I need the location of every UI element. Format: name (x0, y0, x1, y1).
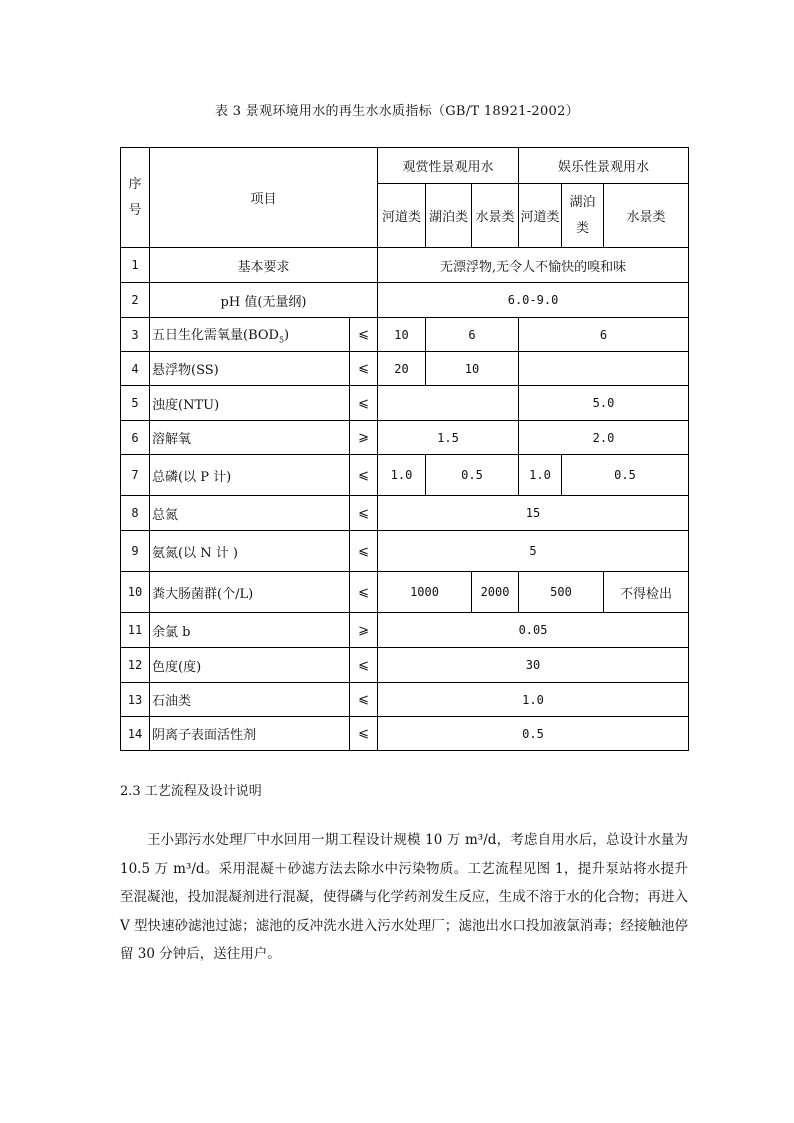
row-value: 2000 (472, 572, 519, 613)
row-item: pH 值(无量纲) (150, 283, 378, 318)
row-value: 0.5 (562, 455, 689, 496)
row-value: 500 (519, 572, 604, 613)
row-no: 9 (121, 531, 150, 572)
row-value: 不得检出 (604, 572, 689, 613)
sub-lake-a: 湖泊类 (426, 184, 472, 248)
row-comparator: ⩽ (350, 352, 378, 386)
table-row (121, 248, 689, 283)
row-value: 0.05 (378, 613, 689, 648)
table-row (121, 283, 689, 318)
row-item: 浊度(NTU) (150, 386, 350, 421)
sub-fountain-a: 水景类 (472, 184, 519, 248)
row-comparator: ⩽ (350, 386, 378, 421)
table-row (121, 352, 689, 386)
row-value: 20 (378, 352, 426, 386)
row-item: 阴离子表面活性剂 (150, 717, 350, 751)
header-seq: 序号 (121, 148, 150, 248)
row-value-empty (519, 352, 689, 386)
table-row (121, 531, 689, 572)
row-no: 12 (121, 648, 150, 683)
water-quality-table (120, 147, 689, 751)
row-no: 7 (121, 455, 150, 496)
row-no: 4 (121, 352, 150, 386)
row-comparator: ⩾ (350, 421, 378, 455)
row-value: 5.0 (519, 386, 689, 421)
paragraph: 王小郢污水处理厂中水回用一期工程设计规模 10 万 m³/d，考虑自用水后，总设计水量为 10.5 万 m³/d。采用混凝＋砂滤方法去除水中污染物质。工艺流程见图 1，提升泵站将水提升至混凝池，投加混凝剂进行混凝，使得磷与化学药剂发生反应，生成不溶于水的化合物；再进入 V 型快速砂滤池过滤；滤池的反冲洗水进入污水处理厂；滤池出水口投加液氯消毒；经接触池停留 30 分钟后，送往用户。 (120, 832, 688, 962)
row-value: 10 (426, 352, 519, 386)
table-caption: 表 3 景观环境用水的再生水水质指标（GB/T 18921-2002） (215, 104, 579, 119)
row-value: 10 (378, 318, 426, 352)
row-item: 石油类 (150, 683, 350, 717)
row-no: 5 (121, 386, 150, 421)
row-comparator: ⩽ (350, 531, 378, 572)
row-no: 6 (121, 421, 150, 455)
table-row (121, 572, 689, 613)
sub-fountain-b: 水景类 (604, 184, 689, 248)
row-value: 0.5 (378, 717, 689, 751)
section-heading: 2.3 工艺流程及设计说明 (120, 784, 262, 799)
table-row (121, 613, 689, 648)
table-header-row (121, 148, 689, 184)
row-no: 10 (121, 572, 150, 613)
header-recreational: 娱乐性景观用水 (519, 148, 689, 184)
row-no: 13 (121, 683, 150, 717)
row-item: 五日生化需氧量$(BOD_5)$ (150, 318, 350, 352)
table-row (121, 683, 689, 717)
sub-river-b: 河道类 (519, 184, 562, 248)
table-row (121, 386, 689, 421)
row-value: 15 (378, 496, 689, 531)
row-item: 余氯 b (150, 613, 350, 648)
row-no: 2 (121, 283, 150, 318)
row-comparator: ⩽ (350, 572, 378, 613)
table-row (121, 648, 689, 683)
row-value: 1.5 (378, 421, 519, 455)
row-value-empty (378, 386, 519, 421)
row-value: 6 (519, 318, 689, 352)
row-value: 0.5 (426, 455, 519, 496)
row-item: 悬浮物(SS) (150, 352, 350, 386)
row-no: 8 (121, 496, 150, 531)
row-item: 粪大肠菌群(个/L) (150, 572, 350, 613)
row-value: 1.0 (378, 683, 689, 717)
sub-lake-b: 湖泊类 (562, 184, 604, 248)
row-item: 基本要求 (150, 248, 378, 283)
row-value: 30 (378, 648, 689, 683)
row-comparator: ⩽ (350, 455, 378, 496)
row-item: 氨氮(以 N 计 ) (150, 531, 350, 572)
row-item: 总氮 (150, 496, 350, 531)
table-row (121, 421, 689, 455)
row-no: 11 (121, 613, 150, 648)
row-no: 14 (121, 717, 150, 751)
row-comparator: ⩽ (350, 648, 378, 683)
table-row (121, 318, 689, 352)
table-row (121, 496, 689, 531)
table-row (121, 455, 689, 496)
row-value: 6.0-9.0 (378, 283, 689, 318)
header-item: 项目 (150, 148, 378, 248)
row-value: 1.0 (378, 455, 426, 496)
header-ornamental: 观赏性景观用水 (378, 148, 519, 184)
row-comparator: ⩽ (350, 318, 378, 352)
sub-river-a: 河道类 (378, 184, 426, 248)
section-body (120, 826, 688, 969)
row-comparator: ⩾ (350, 613, 378, 648)
table-row (121, 717, 689, 751)
row-value: 6 (426, 318, 519, 352)
row-comparator: ⩽ (350, 683, 378, 717)
row-comparator: ⩽ (350, 717, 378, 751)
row-item: 总磷(以 P 计) (150, 455, 350, 496)
row-no: 1 (121, 248, 150, 283)
row-value: 无漂浮物,无令人不愉快的嗅和味 (378, 248, 689, 283)
row-value: 1000 (378, 572, 472, 613)
row-value: 1.0 (519, 455, 562, 496)
row-item: 色度(度) (150, 648, 350, 683)
row-item: 溶解氧 (150, 421, 350, 455)
row-no: 3 (121, 318, 150, 352)
row-value: 5 (378, 531, 689, 572)
row-value: 2.0 (519, 421, 689, 455)
row-comparator: ⩽ (350, 496, 378, 531)
